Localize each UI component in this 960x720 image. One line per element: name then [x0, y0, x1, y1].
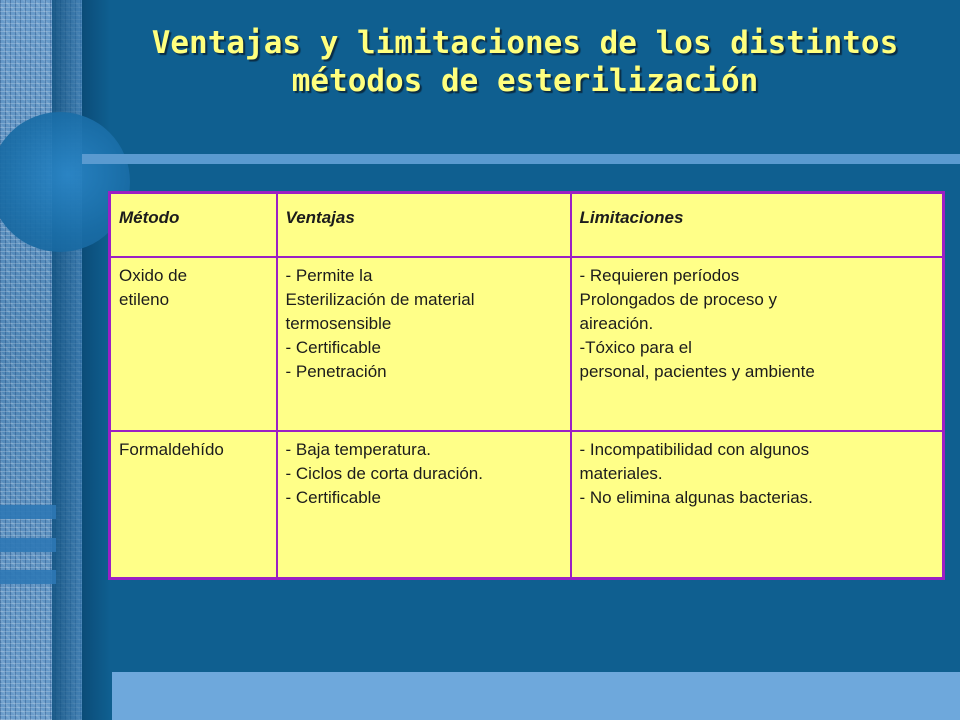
advantage-line: Esterilización de material: [285, 289, 475, 309]
method-name-line: Oxido de: [119, 265, 188, 285]
method-name-line: etileno: [119, 289, 170, 309]
advantage-line: - Penetración: [285, 361, 387, 381]
decorative-slab: [0, 570, 56, 584]
advantages-cell: [277, 257, 571, 431]
method-name-line: Formaldehído: [119, 439, 224, 459]
slide-title-line-2: métodos de esterilización: [291, 63, 759, 99]
advantage-line: - Permite la: [285, 265, 373, 285]
footer-panel: [112, 672, 960, 720]
limitation-line: personal, pacientes y ambiente: [579, 361, 815, 381]
limitation-line: - No elimina algunas bacterias.: [579, 487, 813, 507]
table-row: [110, 431, 944, 579]
limitation-line: - Requieren períodos: [579, 265, 740, 285]
limitations-cell: [571, 257, 944, 431]
slide-title-line-1: Ventajas y limitaciones de los distintos: [151, 25, 899, 61]
header-metodo: Método: [110, 193, 277, 257]
advantage-line: - Certificable: [285, 337, 381, 357]
table-header-row: [110, 193, 944, 257]
table-row: [110, 257, 944, 431]
advantage-line: - Baja temperatura.: [285, 439, 432, 459]
limitation-line: - Incompatibilidad con algunos: [579, 439, 810, 459]
advantages-cell: [277, 431, 571, 579]
advantage-line: - Ciclos de corta duración.: [285, 463, 483, 483]
limitation-line: -Tóxico para el: [579, 337, 692, 357]
limitation-line: aireación.: [579, 313, 654, 333]
decorative-strip-edge: [82, 0, 110, 720]
sterilization-methods-table: [108, 191, 945, 580]
header-ventajas: Ventajas: [277, 193, 571, 257]
limitation-line: materiales.: [579, 463, 663, 483]
decorative-vertical-bar: [52, 0, 82, 720]
method-cell: [110, 257, 277, 431]
limitations-cell: [571, 431, 944, 579]
title-divider: [82, 154, 960, 164]
limitation-line: Prolongados de proceso y: [579, 289, 778, 309]
decorative-slab: [0, 538, 56, 552]
decorative-slab: [0, 505, 56, 519]
slide-title: [110, 24, 940, 100]
header-limitaciones: Limitaciones: [571, 193, 944, 257]
method-cell: [110, 431, 277, 579]
advantage-line: - Certificable: [285, 487, 381, 507]
advantage-line: termosensible: [285, 313, 392, 333]
